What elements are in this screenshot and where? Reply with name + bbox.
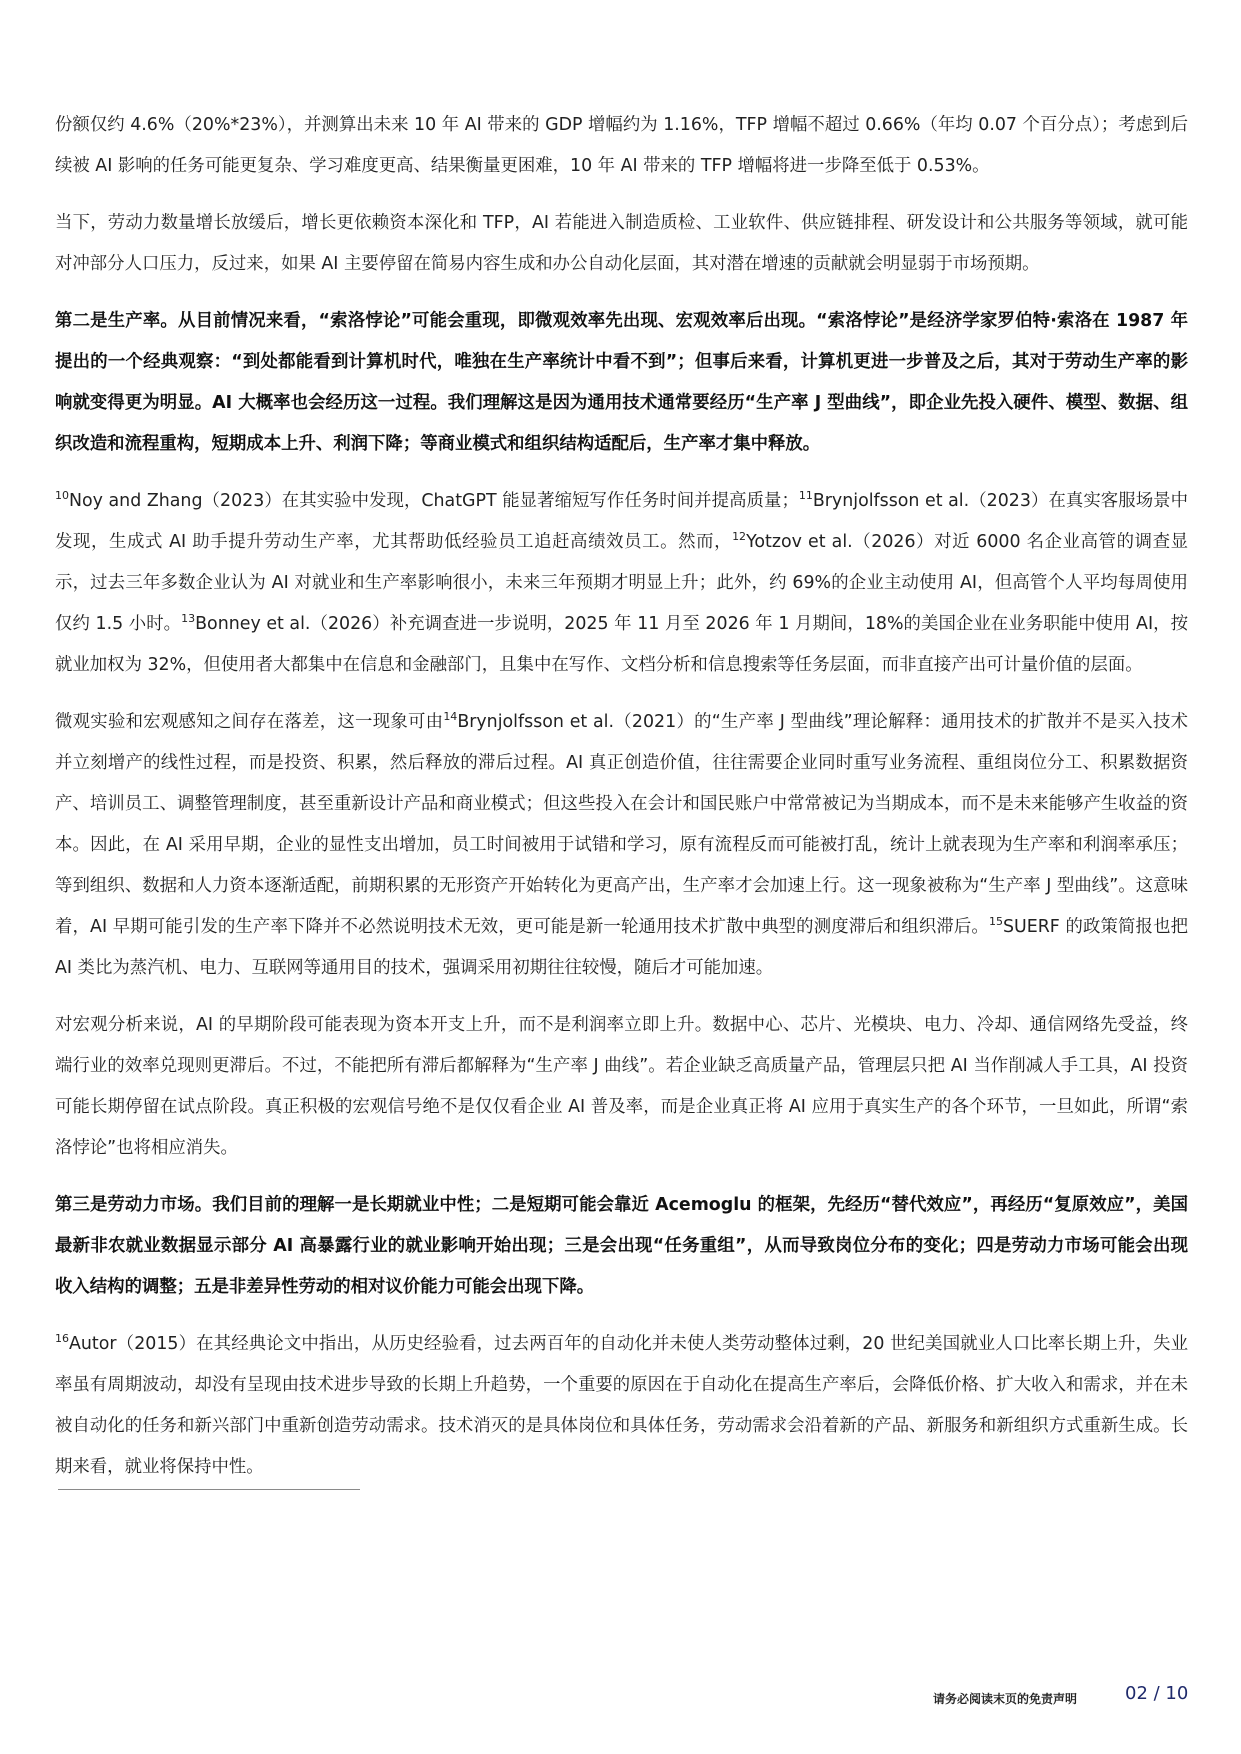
disclaimer-note: 请务必阅读末页的免责声明 [933, 1692, 1078, 1706]
paragraph-text: 份额仅约 4.6%（20%*23%），并测算出未来 10 年 AI 带来的 GDP 增幅约为 1.16%，TFP 增幅不超过 0.66%（年均 0.07 个百分点）；考虑到后续被 AI 影响的任务可能更复杂、学习难度更高、结果衡量更困难，10 年 AI 带来的 TFP 增幅将进一步降至低于 0.53%。 [55, 115, 1188, 176]
footnote-marker: 15 [988, 915, 1003, 929]
paragraph [55, 481, 1188, 686]
page-number: 02 / 10 [1125, 1683, 1189, 1704]
paragraph-text: Brynjolfsson et al.（2021）的“生产率 J 型曲线”理论解释：通用技术的扩散并不是买入技术并立刻增产的线性过程，而是投资、积累，然后释放的滞后过程。AI 真正创造价值，往往需要企业同时重写业务流程、重组岗位分工、积累数据资产、培训员工、调整管理制度，甚至重新设计产品和商业模式；但这些投入在会计和国民账户中常常被记为当期成本，而不是未来能够产生收益的资本。因此，在 AI 采用早期，企业的显性支出增加，员工时间被用于试错和学习，原有流程反而可能被打乱，统计上就表现为生产率和利润率承压；等到组织、数据和人力资本逐渐适配，前期积累的无形资产开始转化为更高产出，生产率才会加速上行。这一现象被称为“生产率 J 型曲线”。这意味着，AI 早期可能引发的生产率下降并不必然说明技术无效，更可能是新一轮通用技术扩散中典型的测度滞后和组织滞后。 [55, 712, 1188, 937]
paragraph-text: 对宏观分析来说，AI 的早期阶段可能表现为资本开支上升，而不是利润率立即上升。数据中心、芯片、光模块、电力、冷却、通信网络先受益，终端行业的效率兑现则更滞后。不过，不能把所有滞后都解释为“生产率 J 曲线”。若企业缺乏高质量产品，管理层只把 AI 当作削减人手工具，AI 投资可能长期停留在试点阶段。真正积极的宏观信号绝不是仅仅看企业 AI 普及率，而是企业真正将 AI 应用于真实生产的各个环节，一旦如此，所谓“索洛悖论”也将相应消失。 [55, 1015, 1188, 1158]
footnote-divider [58, 1489, 360, 1490]
footnote-marker: 13 [181, 612, 196, 626]
paragraph-text: 第二是生产率。从目前情况来看，“索洛悖论”可能会重现，即微观效率先出现、宏观效率后出现。“索洛悖论”是经济学家罗伯特·索洛在 1987 年提出的一个经典观察：“到处都能看到计算机时代，唯独在生产率统计中看不到”；但事后来看，计算机更进一步普及之后，其对于劳动生产率的影响就变得更为明显。AI 大概率也会经历这一过程。我们理解这是因为通用技术通常要经历“生产率 J 型曲线”，即企业先投入硬件、模型、数据、组织改造和流程重构，短期成本上升、利润下降；等商业模式和组织结构适配后，生产率才集中释放。 [55, 311, 1188, 454]
paragraph-text: Yotzov et al.（2026）对近 6000 名企业高管的调查显示，过去三年多数企业认为 AI 对就业和生产率影响很小，未来三年预期才明显上升；此外，约 69%的企业主动使用 AI，但高管个人平均每周使用仅约 1.5 小时。 [55, 532, 1188, 634]
paragraph-text: SUERF 的政策简报也把 AI 类比为蒸汽机、电力、互联网等通用目的技术，强调采用初期往往较慢，随后才可能加速。 [55, 917, 1188, 978]
paragraph-text: 当下，劳动力数量增长放缓后，增长更依赖资本深化和 TFP，AI 若能进入制造质检、工业软件、供应链排程、研发设计和公共服务等领域，就可能对冲部分人口压力，反过来，如果 AI 主要停留在简易内容生成和办公自动化层面，其对潜在增速的贡献就会明显弱于市场预期。 [55, 213, 1188, 274]
paragraph-text: 第三是劳动力市场。我们目前的理解一是长期就业中性；二是短期可能会靠近 Acemoglu 的框架，先经历“替代效应”，再经历“复原效应”，美国最新非农就业数据显示部分 AI 高暴露行业的就业影响开始出现；三是会出现“任务重组”，从而导致岗位分布的变化；四是劳动力市场可能会出现收入结构的调整；五是非差异性劳动的相对议价能力可能会出现下降。 [55, 1195, 1188, 1297]
body-text [55, 105, 1188, 1504]
paragraph-text: Noy and Zhang（2023）在其实验中发现，ChatGPT 能显著缩短写作任务时间并提高质量； [69, 491, 799, 511]
footnote-marker: 14 [443, 710, 458, 724]
paragraph [55, 301, 1188, 465]
paragraph [55, 1324, 1188, 1488]
paragraph-text: 微观实验和宏观感知之间存在落差，这一现象可由 [55, 712, 444, 732]
footnote-marker: 12 [732, 530, 747, 544]
footnote-marker: 10 [55, 489, 69, 503]
paragraph [55, 203, 1188, 285]
paragraph-text: Brynjolfsson et al.（2023）在真实客服场景中发现，生成式 AI 助手提升劳动生产率，尤其帮助低经验员工追赶高绩效员工。然而， [55, 491, 1189, 552]
paragraph-text: Autor（2015）在其经典论文中指出，从历史经验看，过去两百年的自动化并未使人类劳动整体过剩，20 世纪美国就业人口比率长期上升，失业率虽有周期波动，却没有呈现由技术进步导致的长期上升趋势，一个重要的原因在于自动化在提高生产率后，会降低价格、扩大收入和需求，并在未被自动化的任务和新兴部门中重新创造劳动需求。技术消灭的是具体岗位和具体任务，劳动需求会沿着新的产品、新服务和新组织方式重新生成。长期来看，就业将保持中性。 [55, 1334, 1188, 1477]
footnote-marker: 16 [55, 1332, 69, 1346]
paragraph [55, 1005, 1188, 1169]
paragraph [55, 702, 1188, 989]
paragraph-text: Bonney et al.（2026）补充调查进一步说明，2025 年 11 月至 2026 年 1 月期间，18%的美国企业在业务职能中使用 AI，按就业加权为 32%，但使用者大都集中在信息和金融部门，且集中在写作、文档分析和信息搜索等任务层面，而非直接产出可计量价值的层面。 [55, 614, 1188, 675]
footnote-marker: 11 [798, 489, 813, 503]
paragraph [55, 105, 1188, 187]
paragraph [55, 1185, 1188, 1308]
